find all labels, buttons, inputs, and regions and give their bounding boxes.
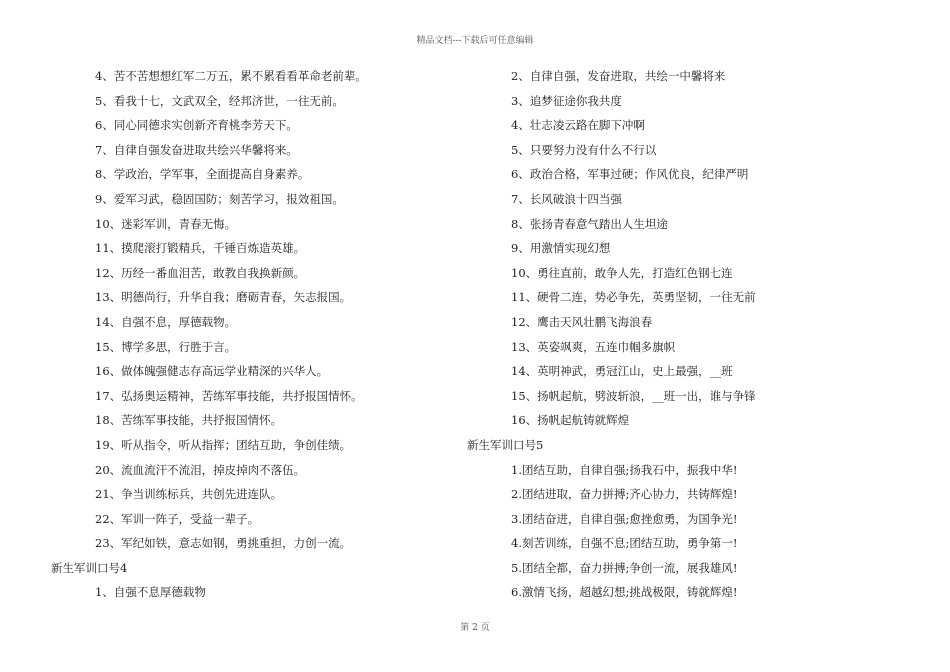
slogan-line: 4、苦不苦想想红军二万五，累不累看看革命老前辈。 xyxy=(95,69,367,83)
slogan-line: 6、政治合格，军事过硬；作风优良，纪律严明 xyxy=(511,167,749,182)
slogan-line: 13、明德尚行，升华自我；磨砺青春，矢志报国。 xyxy=(95,290,352,305)
slogan-line: 4.刻苦训练，自强不息;团结互助，勇争第一! xyxy=(511,536,738,551)
slogan-line: 7、自律自强发奋进取共绘兴华馨将来。 xyxy=(95,142,298,157)
slogan-line: 20、流血流汗不流泪，掉皮掉肉不落伍。 xyxy=(95,462,306,477)
left-column xyxy=(51,64,473,605)
slogan-line: 12、历经一番血泪苦，敢教自我换新颜。 xyxy=(95,265,306,280)
slogan-line: 14、自强不息，厚德载物。 xyxy=(95,314,237,329)
slogan-line: 16、扬帆起航铸就辉煌 xyxy=(511,413,630,428)
slogan-line: 8、张扬青春意气踏出人生坦途 xyxy=(511,216,668,231)
slogan-line: 5.团结全都，奋力拼搏;争创一流，展我雄风! xyxy=(511,560,738,575)
slogan-line: 1.团结互助，自律自强;扬我石中，振我中华! xyxy=(511,462,738,477)
slogan-line: 17、弘扬奥运精神，苦练军事技能，共抒报国情怀。 xyxy=(95,388,363,403)
slogan-line: 21、争当训练标兵，共创先进连队。 xyxy=(95,487,283,502)
section-heading: 新生军训口号5 xyxy=(467,437,544,452)
page-header: 精品文档---下载后可任意编辑 xyxy=(416,36,534,46)
slogan-line: 23、军纪如铁，意志如钢，勇挑重担，力创一流。 xyxy=(95,536,352,551)
slogan-line: 1、自强不息厚德载物 xyxy=(95,585,206,600)
slogan-line: 13、英姿飒爽，五连巾帼多旗帜 xyxy=(511,339,676,354)
slogan-line: 6、同心同德求实创新齐育桃李芳天下。 xyxy=(95,118,298,133)
slogan-line: 18、苦练军事技能，共抒报国情怀。 xyxy=(95,413,283,428)
slogan-line: 8、学政治，学军事，全面提高自身素养。 xyxy=(95,167,310,182)
slogan-line: 5、只要努力没有什么不行以 xyxy=(511,142,657,157)
slogan-line: 4、壮志凌云路在脚下冲啊 xyxy=(511,118,645,133)
slogan-line: 6.激情飞扬，超越幻想;挑战极限，铸就辉煌! xyxy=(511,585,738,600)
section-heading: 新生军训口号4 xyxy=(51,560,128,575)
slogan-line: 9、用激情实现幻想 xyxy=(511,241,611,256)
slogan-line: 11、摸爬滚打锻精兵，千锤百炼造英雄。 xyxy=(95,241,306,256)
page-number: 第 2 页 xyxy=(460,623,490,633)
slogan-line: 15、博学多思，行胜于言。 xyxy=(95,339,237,354)
slogan-line: 11、硬骨二连，势必争先，英勇坚韧，一往无前 xyxy=(511,290,756,305)
slogan-line: 5、看我十七，文武双全，经邦济世，一往无前。 xyxy=(95,93,344,108)
slogan-line: 3、追梦征途你我共度 xyxy=(511,93,622,108)
slogan-line: 3.团结奋进，自律自强;愈挫愈勇，为国争光! xyxy=(511,511,738,526)
slogan-line: 2、自律自强，发奋进取，共绘一中馨将来 xyxy=(511,69,726,83)
slogan-line: 9、爱军习武，稳固国防；刻苦学习，报效祖国。 xyxy=(95,191,344,206)
slogan-line: 14、英明神武，勇冠江山，史上最强，__班 xyxy=(511,364,733,379)
slogan-line: 2.团结进取，奋力拼搏;齐心协力，共铸辉煌! xyxy=(511,487,738,502)
slogan-line: 22、军训一阵子，受益一辈子。 xyxy=(95,511,260,526)
slogan-line: 7、长风破浪十四当强 xyxy=(511,191,622,206)
slogan-line: 12、鹰击天风壮鹏飞海浪春 xyxy=(511,314,653,329)
right-column xyxy=(467,64,889,605)
slogan-line: 10、勇往直前，敢争人先，打造红色钢七连 xyxy=(511,265,733,280)
slogan-line: 10、迷彩军训，青春无悔。 xyxy=(95,216,237,231)
slogan-line: 19、听从指令，听从指挥；团结互助，争创佳绩。 xyxy=(95,437,352,452)
slogan-line: 15、扬帆起航，劈波斩浪，__班一出，谁与争锋 xyxy=(511,388,756,403)
slogan-line: 16、做体魄强健志存高远学业精深的兴华人。 xyxy=(95,364,329,379)
